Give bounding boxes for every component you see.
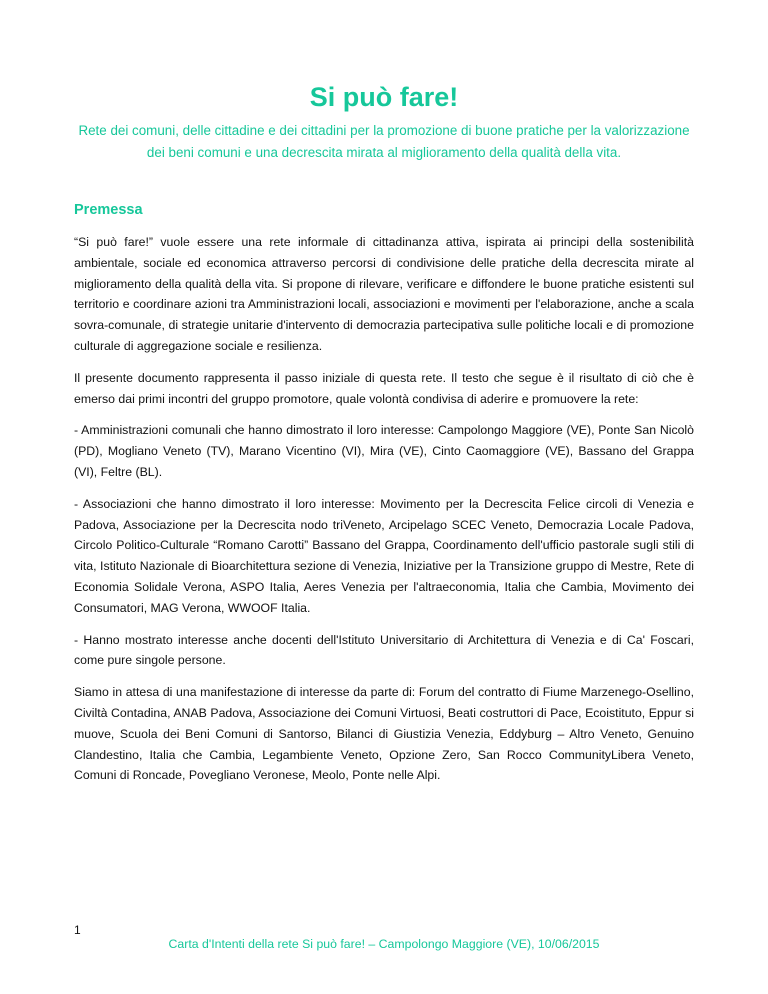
paragraph-associations: - Associazioni che hanno dimostrato il loro interesse: Movimento per la Decrescita Felice circoli di Venezia e Padova, Associazione per la Decrescita nodo triVeneto, Arcipelago SCEC Veneto, Democrazia Locale Padova, Circolo Politico-Culturale “Romano Carotti” Bassano del Grappa, Coordinamento dell'ufficio pastorale sugli stili di vita, Istituto Nazionale di Bioarchitettura sezione di Venezia, Iniziative per la Transizione gruppo di Mestre, Rete di Economia Solidale Verona, ASPO Italia, Aeres Venezia per l'altraeconomia, Italia che Cambia, Movimento dei Consumatori, MAG Verona, WWOOF Italia. xyxy=(74,496,694,615)
paragraph-intro: “Si può fare!” vuole essere una rete informale di cittadinanza attiva, ispirata ai principi della sostenibilità ambientale, sociale ed economica attraverso percorsi di condivisione delle pratiche della decrescita mirate al miglioramento della qualità della vita. Si propone di rilevare, verificare e diffondere le buone pratiche esistenti sul territorio e coordinare azioni tra Amministrazioni locali, associazioni e movimenti per l'elaborazione, anche a scala sovra-comunale, di strategie unitarie d'intervento di democrazia partecipativa sulle politiche locali e di promozione culturale di aggregazione sociale e resilienza. xyxy=(74,235,694,353)
paragraph-pending-interest: Siamo in attesa di una manifestazione di interesse da parte di: Forum del contratto di Fiume Marzenego-Osellino, Civiltà Contadina, ANAB Padova, Associazione dei Comuni Virtuosi, Beati costruttori di Pace, Ecoistituto, Eppur si muove, Scuola dei Beni Comuni di Santorso, Bilanci di Giustizia Venezia, Eddyburg – Altro Veneto, Genuino Clandestino, Italia che Cambia, Legambiente Veneto, Opzione Zero, San Rocco CommunityLibera Veneto, Comuni di Roncade, Povegliano Veronese, Meolo, Ponte nelle Alpi. xyxy=(74,685,694,783)
page-footer: Carta d'Intenti della rete Si può fare! – Campolongo Maggiore (VE), 10/06/2015 xyxy=(168,937,600,951)
paragraph-municipalities: - Amministrazioni comunali che hanno dimostrato il loro interesse: Campolongo Maggiore (VE), Ponte San Nicolò (PD), Mogliano Veneto (TV), Marano Vicentino (VI), Mira (VE), Cinto Caomaggiore (VE), Bassano del Grappa (VI), Feltre (BL). xyxy=(74,423,694,479)
document-body xyxy=(74,232,694,797)
document-subtitle: Rete dei comuni, delle cittadine e dei cittadini per la promozione di buone pratiche per la valorizzazione dei beni comuni e una decrescita mirata al miglioramento della qualità della vita. xyxy=(78,123,690,160)
paragraph-document-purpose: Il presente documento rappresenta il passo iniziale di questa rete. Il testo che segue è il risultato di ciò che è emerso dai primi incontri del gruppo promotore, quale volontà condivisa di aderire e promuovere la rete: xyxy=(74,370,694,406)
page-number: 1 xyxy=(74,923,81,937)
section-heading-premessa: Premessa xyxy=(74,202,143,218)
document-title: Si può fare! xyxy=(309,82,459,112)
paragraph-academics: - Hanno mostrato interesse anche docenti dell'Istituto Universitario di Architettura di Venezia e di Ca' Foscari, come pure singole persone. xyxy=(74,632,694,668)
